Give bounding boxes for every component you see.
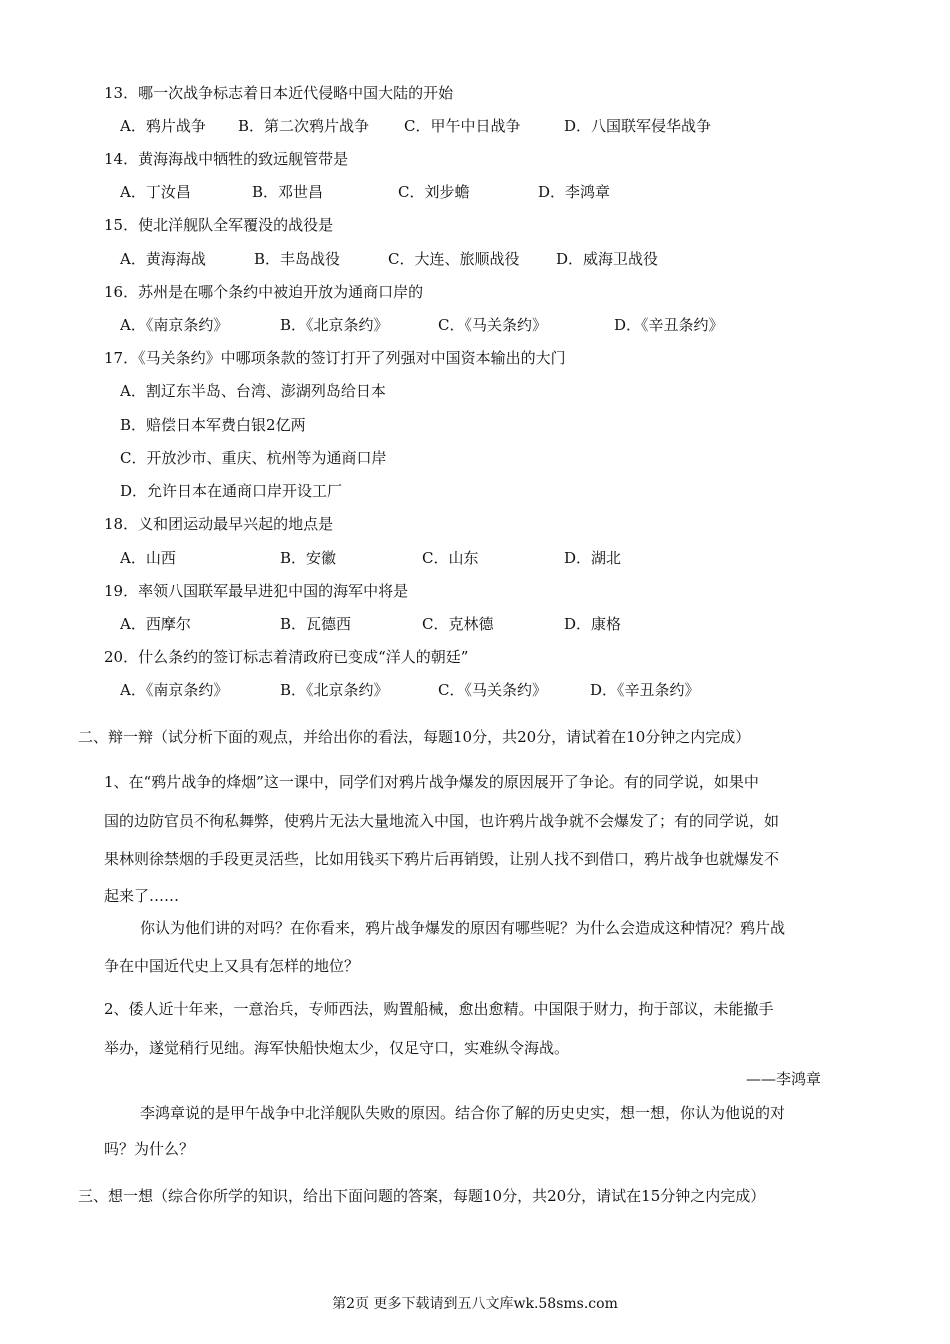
item-1-line-3: 果林则徐禁烟的手段更灵活些，比如用钱买下鸦片后再销毁，让别人找不到借口，鸦片战争也就爆发不	[104, 850, 780, 868]
option-a: A．山西	[120, 549, 176, 567]
option-d: D．八国联军侵华战争	[564, 117, 712, 135]
option-b: B．第二次鸦片战争	[238, 117, 370, 135]
item-2-question-1: 李鸿章说的是甲午战争中北洋舰队失败的原因。结合你了解的历史史实，想一想，你认为他说的对	[140, 1104, 786, 1122]
option-d: D．湖北	[564, 549, 622, 567]
question-14-stem: 14．黄海海战中牺牲的致远舰管带是	[104, 150, 349, 168]
option-b: B．瓦德西	[280, 615, 352, 633]
item-2-line-2: 举办，遂觉稍行见绌。海军快船快炮太少，仅足守口，实难纵令海战。	[104, 1039, 570, 1057]
section-3-heading: 三、想一想（综合你所学的知识，给出下面问题的答案，每题10分，共20分，请试在15分钟之内完成）	[78, 1187, 766, 1205]
option-c: C．开放沙市、重庆、杭州等为通商口岸	[120, 449, 387, 467]
question-20-stem: 20．什么条约的签订标志着清政府已变成“洋人的朝廷”	[104, 648, 469, 666]
item-1-question-2: 争在中国近代史上又具有怎样的地位？	[104, 957, 360, 975]
question-18-stem: 18．义和团运动最早兴起的地点是	[104, 515, 334, 533]
question-15-stem: 15．使北洋舰队全军覆没的战役是	[104, 216, 334, 234]
option-b: B．丰岛战役	[254, 250, 341, 268]
option-a: A．黄海海战	[120, 250, 206, 268]
option-d: D．《辛丑条约》	[590, 681, 700, 699]
option-d: D．《辛丑条约》	[614, 316, 724, 334]
item-1-question-1: 你认为他们讲的对吗？在你看来，鸦片战争爆发的原因有哪些呢？为什么会造成这种情况？鸦片战	[140, 919, 786, 937]
option-b: B．《北京条约》	[280, 316, 389, 334]
page-footer: 第2页 更多下载请到五八文库wk.58sms.com	[332, 1296, 618, 1312]
option-c: C．大连、旅顺战役	[388, 250, 520, 268]
option-a: A．丁汝昌	[120, 183, 191, 201]
option-a: A．西摩尔	[120, 615, 191, 633]
item-2-line-1: 2、倭人近十年来，一意治兵，专师西法，购置船械，愈出愈精。中国限于财力，拘于部议，未能撤手	[104, 1000, 774, 1018]
option-b: B．安徽	[280, 549, 337, 567]
option-a: A．割辽东半岛、台湾、澎湖列岛给日本	[120, 382, 386, 400]
question-17-stem: 17．《马关条约》中哪项条款的签订打开了列强对中国资本输出的大门	[104, 349, 566, 367]
question-19-stem: 19．率领八国联军最早进犯中国的海军中将是	[104, 582, 409, 600]
item-2-question-2: 吗？为什么？	[104, 1140, 195, 1158]
option-c: C．山东	[422, 549, 479, 567]
option-a: A．《南京条约》	[120, 681, 229, 699]
question-13-stem: 13．哪一次战争标志着日本近代侵略中国大陆的开始	[104, 84, 454, 102]
option-b: B．赔偿日本军费白银2亿两	[120, 416, 306, 434]
option-c: C．甲午中日战争	[404, 117, 521, 135]
option-b: B．邓世昌	[252, 183, 324, 201]
item-1-line-1: 1、在“鸦片战争的烽烟”这一课中，同学们对鸦片战争爆发的原因展开了争论。有的同学说，如果中	[104, 773, 759, 791]
option-a: A．《南京条约》	[120, 316, 229, 334]
option-d: D．允许日本在通商口岸开设工厂	[120, 482, 343, 500]
option-c: C．刘步蟾	[398, 183, 470, 201]
option-d: D．李鸿章	[538, 183, 611, 201]
option-c: C．克林德	[422, 615, 494, 633]
item-1-line-4: 起来了……	[104, 887, 180, 905]
option-b: B．《北京条约》	[280, 681, 389, 699]
option-d: D．威海卫战役	[556, 250, 659, 268]
item-2-attribution: ——李鸿章	[746, 1070, 822, 1088]
option-c: C．《马关条约》	[438, 316, 547, 334]
option-c: C．《马关条约》	[438, 681, 547, 699]
section-2-heading: 二、辩一辩（试分析下面的观点，并给出你的看法，每题10分，共20分，请试着在10分钟之内完成）	[78, 728, 751, 746]
item-1-line-2: 国的边防官员不徇私舞弊，使鸦片无法大量地流入中国，也许鸦片战争就不会爆发了；有的同学说，如	[104, 812, 780, 830]
question-16-stem: 16．苏州是在哪个条约中被迫开放为通商口岸的	[104, 283, 424, 301]
option-d: D．康格	[564, 615, 622, 633]
option-a: A．鸦片战争	[120, 117, 206, 135]
